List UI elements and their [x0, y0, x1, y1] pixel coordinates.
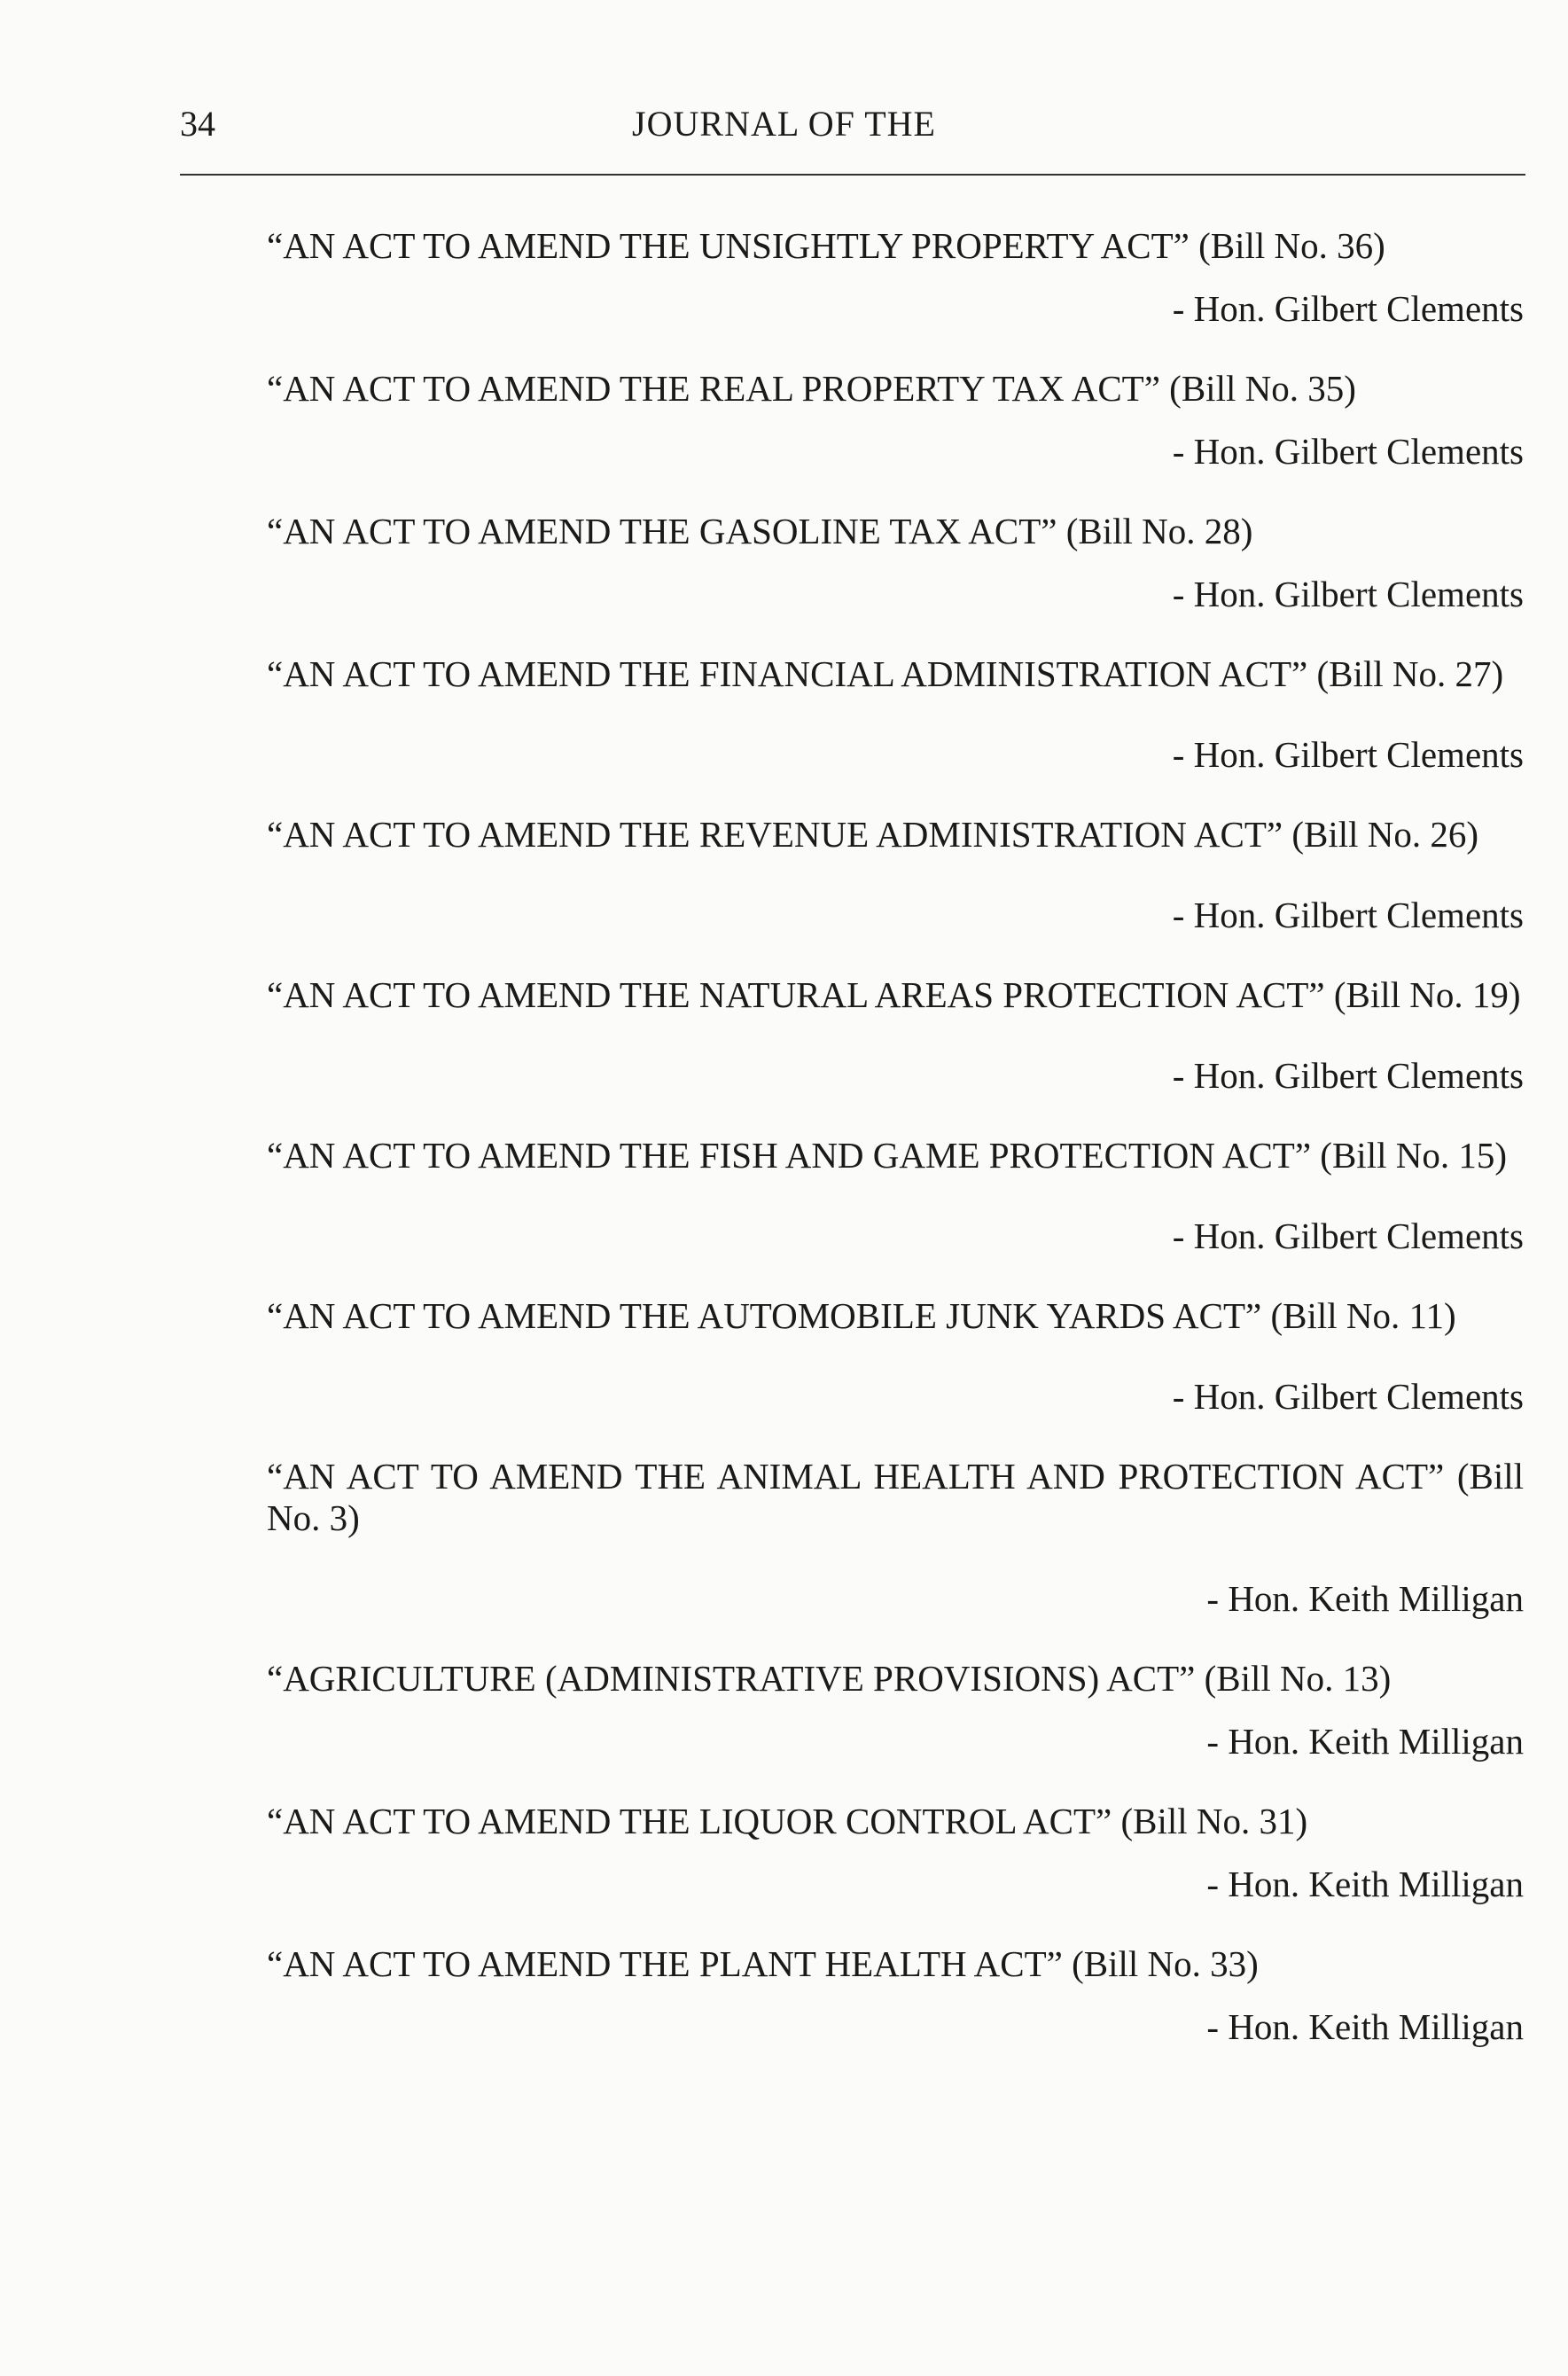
bill-title: “AN ACT TO AMEND THE REAL PROPERTY TAX ACT” (Bill No. 35)	[267, 368, 1356, 409]
bill-sponsor: - Hon. Gilbert Clements	[1172, 574, 1524, 614]
bill-sponsor: - Hon. Gilbert Clements	[1172, 431, 1524, 472]
bill-entry	[267, 1135, 1524, 1257]
bill-sponsor: - Hon. Gilbert Clements	[1172, 734, 1524, 775]
bill-title: “AN ACT TO AMEND THE LIQUOR CONTROL ACT” (Bill No. 31)	[267, 1801, 1308, 1841]
bill-entry	[267, 1801, 1524, 1905]
bill-sponsor: - Hon. Keith Milligan	[1206, 2006, 1524, 2047]
bill-title: “AN ACT TO AMEND THE FINANCIAL ADMINISTRATION ACT” (Bill No. 27)	[267, 653, 1504, 694]
bill-entry	[267, 1456, 1524, 1620]
header-rule	[180, 174, 1525, 176]
bill-entry	[267, 1295, 1524, 1418]
bill-sponsor: - Hon. Gilbert Clements	[1172, 1376, 1524, 1417]
bill-entry	[267, 814, 1524, 936]
bill-entry	[267, 1658, 1524, 1762]
bill-entry	[267, 511, 1524, 615]
bill-entry	[267, 225, 1524, 330]
running-head: JOURNAL OF THE	[632, 104, 936, 144]
bill-entry	[267, 974, 1524, 1097]
bill-sponsor: - Hon. Gilbert Clements	[1172, 288, 1524, 329]
bill-sponsor: - Hon. Gilbert Clements	[1172, 1215, 1524, 1256]
bill-title: “AN ACT TO AMEND THE NATURAL AREAS PROTECTION ACT” (Bill No. 19)	[267, 974, 1521, 1015]
bill-title: “AN ACT TO AMEND THE FISH AND GAME PROTECTION ACT” (Bill No. 15)	[267, 1135, 1507, 1176]
bill-title: “AN ACT TO AMEND THE ANIMAL HEALTH AND PROTECTION ACT” (Bill No. 3)	[267, 1456, 1524, 1538]
bill-sponsor: - Hon. Keith Milligan	[1206, 1578, 1524, 1619]
bill-sponsor: - Hon. Keith Milligan	[1206, 1864, 1524, 1904]
bill-title: “AN ACT TO AMEND THE PLANT HEALTH ACT” (Bill No. 33)	[267, 1943, 1259, 1984]
bill-title: “AN ACT TO AMEND THE GASOLINE TAX ACT” (Bill No. 28)	[267, 511, 1253, 551]
bill-title: “AN ACT TO AMEND THE AUTOMOBILE JUNK YARDS ACT” (Bill No. 11)	[267, 1295, 1456, 1336]
bill-title: “AN ACT TO AMEND THE REVENUE ADMINISTRATION ACT” (Bill No. 26)	[267, 814, 1479, 855]
bill-sponsor: - Hon. Keith Milligan	[1206, 1721, 1524, 1762]
bill-title: “AN ACT TO AMEND THE UNSIGHTLY PROPERTY ACT” (Bill No. 36)	[267, 225, 1385, 266]
bill-entry	[267, 1943, 1524, 2048]
bill-sponsor: - Hon. Gilbert Clements	[1172, 895, 1524, 935]
page-number: 34	[180, 104, 215, 144]
bill-entry	[267, 653, 1524, 776]
bill-sponsor: - Hon. Gilbert Clements	[1172, 1055, 1524, 1096]
bill-title: “AGRICULTURE (ADMINISTRATIVE PROVISIONS) ACT” (Bill No. 13)	[267, 1658, 1392, 1699]
bill-entry	[267, 368, 1524, 473]
bill-list	[267, 225, 1524, 2048]
